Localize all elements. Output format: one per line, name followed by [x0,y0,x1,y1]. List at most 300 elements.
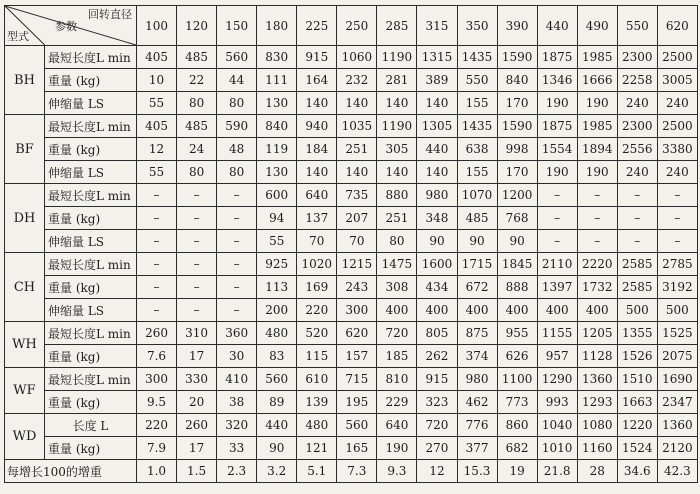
value-cell: 1220 [617,414,657,437]
value-cell: 776 [457,414,497,437]
value-cell: 1080 [577,414,617,437]
value-cell: 2556 [617,138,657,161]
value-cell: 1845 [497,253,537,276]
value-cell: 1690 [657,368,697,391]
value-cell: 980 [417,184,457,207]
footer-value: 15.3 [457,460,497,483]
value-cell: 330 [177,368,217,391]
value-cell: 1205 [577,322,617,345]
value-cell: 20 [177,391,217,414]
value-cell: 1010 [537,437,577,460]
param-cell: 重量 (kg) [45,437,137,460]
value-cell: 140 [377,161,417,184]
value-cell: – [217,207,257,230]
value-cell: 33 [217,437,257,460]
value-cell: 190 [577,161,617,184]
value-cell: – [177,207,217,230]
footer-value: 1.5 [177,460,217,483]
value-cell: – [217,276,257,299]
value-cell: 720 [417,414,457,437]
value-cell: 1293 [577,391,617,414]
value-cell: 560 [257,368,297,391]
value-cell: 184 [297,138,337,161]
value-cell: 520 [297,322,337,345]
footer-label: 每增长100的增重 [5,460,137,483]
value-cell: 1305 [417,115,457,138]
value-cell: 2110 [537,253,577,276]
value-cell: 1355 [617,322,657,345]
value-cell: – [577,184,617,207]
value-cell: 640 [377,414,417,437]
value-cell: 485 [457,207,497,230]
table-row [5,299,698,322]
value-cell: 195 [337,391,377,414]
value-cell: 715 [337,368,377,391]
footer-value: 2.3 [217,460,257,483]
value-cell: 400 [577,299,617,322]
value-cell: 240 [617,92,657,115]
value-cell: 860 [497,414,537,437]
value-cell: 360 [217,322,257,345]
value-cell: 3192 [657,276,697,299]
param-cell: 重量 (kg) [45,276,137,299]
value-cell: 30 [217,345,257,368]
value-cell: 1200 [497,184,537,207]
param-cell: 最短长度L min [45,253,137,276]
value-cell: 169 [297,276,337,299]
value-cell: 640 [297,184,337,207]
value-cell: – [657,184,697,207]
value-cell: 590 [217,115,257,138]
table-row [5,207,698,230]
value-cell: 400 [417,299,457,322]
value-cell: 55 [257,230,297,253]
value-cell: – [657,230,697,253]
value-cell: 915 [297,46,337,69]
value-cell: 3005 [657,69,697,92]
value-cell: 38 [217,391,257,414]
param-cell: 最短长度L min [45,115,137,138]
param-cell: 重量 (kg) [45,391,137,414]
value-cell: – [217,184,257,207]
value-cell: – [537,230,577,253]
value-cell: 1190 [377,115,417,138]
value-cell: 220 [137,414,177,437]
value-cell: 840 [497,69,537,92]
value-cell: 957 [537,345,577,368]
value-cell: 300 [137,368,177,391]
value-cell: – [177,276,217,299]
value-cell: 500 [617,299,657,322]
value-cell: 1215 [337,253,377,276]
value-cell: 600 [257,184,297,207]
footer-value: 12 [417,460,457,483]
value-cell: 2258 [617,69,657,92]
value-cell: 119 [257,138,297,161]
value-cell: 113 [257,276,297,299]
type-cell: CH [5,253,45,322]
value-cell: 48 [217,138,257,161]
value-cell: 251 [377,207,417,230]
value-cell: 410 [217,368,257,391]
value-cell: 377 [457,437,497,460]
value-cell: 1290 [537,368,577,391]
value-cell: 7.9 [137,437,177,460]
value-cell: – [137,207,177,230]
value-cell: 320 [217,414,257,437]
value-cell: 3380 [657,138,697,161]
value-cell: 500 [657,299,697,322]
value-cell: 1590 [497,115,537,138]
value-cell: 840 [257,115,297,138]
type-cell: BF [5,115,45,184]
value-cell: 9.5 [137,391,177,414]
value-cell: 1600 [417,253,457,276]
value-cell: 262 [417,345,457,368]
value-cell: 626 [497,345,537,368]
table-row [5,437,698,460]
value-cell: 190 [537,161,577,184]
value-cell: 2585 [617,253,657,276]
value-cell: 925 [257,253,297,276]
corner-label-type: 型式 [7,30,29,43]
value-cell: 1155 [537,322,577,345]
value-cell: 400 [537,299,577,322]
value-cell: 240 [657,92,697,115]
diameter-header: 250 [337,6,377,46]
value-cell: 374 [457,345,497,368]
value-cell: 440 [257,414,297,437]
value-cell: 768 [497,207,537,230]
value-cell: – [217,230,257,253]
table-body [5,46,698,460]
value-cell: 405 [137,115,177,138]
value-cell: 389 [417,69,457,92]
value-cell: 682 [497,437,537,460]
param-cell: 重量 (kg) [45,138,137,161]
value-cell: 880 [377,184,417,207]
value-cell: 2347 [657,391,697,414]
value-cell: 130 [257,161,297,184]
value-cell: 137 [297,207,337,230]
header-row [5,6,698,46]
value-cell: 140 [297,92,337,115]
value-cell: – [617,230,657,253]
param-cell: 长度 L [45,414,137,437]
value-cell: 121 [297,437,337,460]
value-cell: 1590 [497,46,537,69]
value-cell: 220 [297,299,337,322]
value-cell: 140 [297,161,337,184]
value-cell: 207 [337,207,377,230]
table-row [5,138,698,161]
value-cell: 2500 [657,115,697,138]
value-cell: 308 [377,276,417,299]
value-cell: 1554 [537,138,577,161]
value-cell: 1524 [617,437,657,460]
value-cell: 17 [177,437,217,460]
type-cell: WF [5,368,45,414]
value-cell: – [537,184,577,207]
value-cell: 22 [177,69,217,92]
value-cell: 164 [297,69,337,92]
table-row [5,115,698,138]
value-cell: 190 [577,92,617,115]
value-cell: 1715 [457,253,497,276]
value-cell: 90 [497,230,537,253]
diameter-header: 285 [377,6,417,46]
value-cell: 300 [337,299,377,322]
value-cell: – [177,184,217,207]
value-cell: 915 [417,368,457,391]
value-cell: 720 [377,322,417,345]
footer-value: 5.1 [297,460,337,483]
value-cell: 560 [217,46,257,69]
value-cell: 1875 [537,46,577,69]
value-cell: 157 [337,345,377,368]
table-row [5,345,698,368]
value-cell: 1190 [377,46,417,69]
table-row [5,414,698,437]
table-row [5,46,698,69]
value-cell: 229 [377,391,417,414]
value-cell: 70 [297,230,337,253]
value-cell: 270 [417,437,457,460]
value-cell: 1360 [657,414,697,437]
value-cell: 830 [257,46,297,69]
value-cell: 80 [177,92,217,115]
value-cell: 232 [337,69,377,92]
table-row [5,276,698,299]
type-cell: WH [5,322,45,368]
value-cell: 805 [417,322,457,345]
value-cell: 140 [417,92,457,115]
value-cell: – [217,299,257,322]
value-cell: – [617,207,657,230]
value-cell: 200 [257,299,297,322]
value-cell: 17 [177,345,217,368]
value-cell: 1346 [537,69,577,92]
value-cell: 998 [497,138,537,161]
value-cell: – [617,184,657,207]
diameter-header: 225 [297,6,337,46]
value-cell: 560 [337,414,377,437]
value-cell: – [137,299,177,322]
value-cell: 440 [417,138,457,161]
spec-table [4,5,698,483]
footer-value: 42.3 [657,460,697,483]
value-cell: 260 [177,414,217,437]
table-row [5,230,698,253]
diameter-header: 100 [137,6,177,46]
value-cell: 140 [417,161,457,184]
value-cell: 44 [217,69,257,92]
value-cell: 139 [297,391,337,414]
value-cell: 7.6 [137,345,177,368]
value-cell: 348 [417,207,457,230]
value-cell: 485 [177,115,217,138]
value-cell: 1894 [577,138,617,161]
value-cell: 55 [137,92,177,115]
param-cell: 最短长度L min [45,322,137,345]
value-cell: 1160 [577,437,617,460]
value-cell: 993 [537,391,577,414]
value-cell: – [137,276,177,299]
corner-header [5,6,137,46]
value-cell: 400 [497,299,537,322]
value-cell: 1040 [537,414,577,437]
value-cell: 1315 [417,46,457,69]
value-cell: 90 [417,230,457,253]
value-cell: 240 [617,161,657,184]
value-cell: 400 [377,299,417,322]
value-cell: 94 [257,207,297,230]
value-cell: 115 [297,345,337,368]
value-cell: 1035 [337,115,377,138]
value-cell: 2500 [657,46,697,69]
footer-value: 19 [497,460,537,483]
value-cell: 1435 [457,46,497,69]
value-cell: 281 [377,69,417,92]
type-cell: BH [5,46,45,115]
value-cell: 955 [497,322,537,345]
value-cell: 1526 [617,345,657,368]
value-cell: 80 [177,161,217,184]
value-cell: 1020 [297,253,337,276]
value-cell: 434 [417,276,457,299]
value-cell: 2300 [617,46,657,69]
table-row [5,391,698,414]
footer-value: 34.6 [617,460,657,483]
param-cell: 伸缩量 LS [45,92,137,115]
value-cell: 155 [457,161,497,184]
value-cell: 638 [457,138,497,161]
value-cell: – [657,207,697,230]
value-cell: 480 [257,322,297,345]
param-cell: 伸缩量 LS [45,230,137,253]
table-row [5,253,698,276]
type-cell: DH [5,184,45,253]
value-cell: 1663 [617,391,657,414]
value-cell: 111 [257,69,297,92]
value-cell: – [177,299,217,322]
footer-value: 28 [577,460,617,483]
value-cell: 400 [457,299,497,322]
value-cell: 1397 [537,276,577,299]
value-cell: 1060 [337,46,377,69]
value-cell: 735 [337,184,377,207]
value-cell: 155 [457,92,497,115]
value-cell: 130 [257,92,297,115]
value-cell: 480 [297,414,337,437]
value-cell: 1435 [457,115,497,138]
diameter-header: 120 [177,6,217,46]
footer-value: 7.3 [337,460,377,483]
type-cell: WD [5,414,45,460]
value-cell: 140 [337,161,377,184]
table-row [5,92,698,115]
value-cell: 70 [337,230,377,253]
diameter-header: 180 [257,6,297,46]
value-cell: 170 [497,161,537,184]
value-cell: 83 [257,345,297,368]
value-cell: 310 [177,322,217,345]
value-cell: 1875 [537,115,577,138]
value-cell: 10 [137,69,177,92]
value-cell: 2220 [577,253,617,276]
param-cell: 重量 (kg) [45,345,137,368]
value-cell: – [177,230,217,253]
value-cell: 90 [257,437,297,460]
value-cell: 80 [217,92,257,115]
value-cell: 260 [137,322,177,345]
value-cell: 190 [377,437,417,460]
value-cell: 875 [457,322,497,345]
value-cell: 1128 [577,345,617,368]
value-cell: – [137,230,177,253]
footer-row [5,460,698,483]
diameter-header: 440 [537,6,577,46]
value-cell: 185 [377,345,417,368]
value-cell: 80 [217,161,257,184]
diameter-header: 620 [657,6,697,46]
footer-value: 1.0 [137,460,177,483]
value-cell: 170 [497,92,537,115]
diameter-header: 390 [497,6,537,46]
value-cell: 1525 [657,322,697,345]
value-cell: – [577,207,617,230]
value-cell: 810 [377,368,417,391]
value-cell: 89 [257,391,297,414]
value-cell: 610 [297,368,337,391]
value-cell: 1985 [577,115,617,138]
diameter-header: 150 [217,6,257,46]
table-row [5,322,698,345]
param-cell: 伸缩量 LS [45,161,137,184]
value-cell: 405 [137,46,177,69]
value-cell: 80 [377,230,417,253]
value-cell: 90 [457,230,497,253]
value-cell: 1360 [577,368,617,391]
value-cell: – [217,253,257,276]
diameter-header: 490 [577,6,617,46]
value-cell: 980 [457,368,497,391]
value-cell: 773 [497,391,537,414]
value-cell: 190 [537,92,577,115]
diameter-header: 550 [617,6,657,46]
value-cell: 1070 [457,184,497,207]
value-cell: – [177,253,217,276]
value-cell: 672 [457,276,497,299]
value-cell: 2300 [617,115,657,138]
footer-value: 21.8 [537,460,577,483]
param-cell: 重量 (kg) [45,207,137,230]
value-cell: 888 [497,276,537,299]
value-cell: 1510 [617,368,657,391]
value-cell: 2785 [657,253,697,276]
value-cell: 485 [177,46,217,69]
value-cell: 55 [137,161,177,184]
value-cell: 305 [377,138,417,161]
value-cell: 243 [337,276,377,299]
value-cell: 1732 [577,276,617,299]
value-cell: 165 [337,437,377,460]
table-row [5,69,698,92]
value-cell: 1475 [377,253,417,276]
value-cell: 1666 [577,69,617,92]
value-cell: 2585 [617,276,657,299]
value-cell: 2075 [657,345,697,368]
